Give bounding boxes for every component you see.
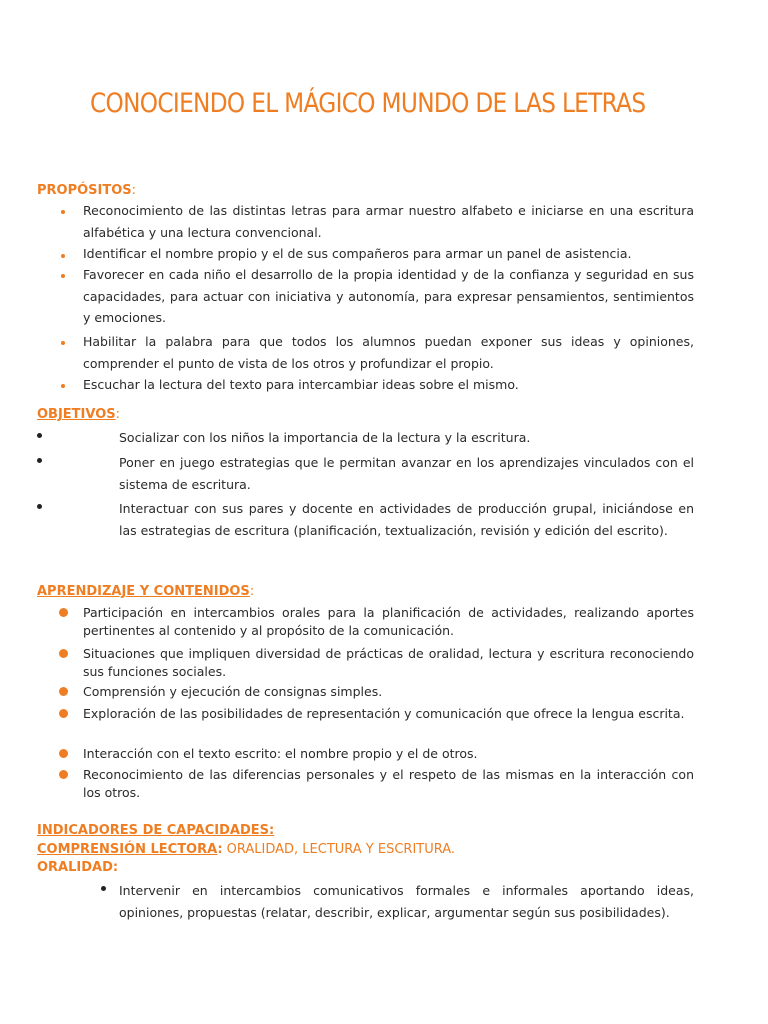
bullet-dot-icon (59, 687, 68, 696)
bullet-dot-icon (59, 649, 68, 658)
bullet-dot-icon (101, 886, 106, 891)
bullet-dot-icon (61, 254, 65, 258)
bullet-dot-icon (61, 274, 65, 278)
bullet-dot-icon (61, 210, 65, 214)
contenido-item: Reconocimiento de las diferencias personales y el respeto de las mismas en la interacción con los otros. (83, 767, 694, 800)
section-heading-objetivos (37, 407, 120, 422)
contenido-item: Comprensión y ejecución de consignas simples. (83, 684, 383, 699)
bullet-dot-icon (59, 749, 68, 758)
bullet-dot-icon (61, 341, 65, 345)
objetivo-item: Interactuar con sus pares y docente en actividades de producción grupal, iniciándose en las estrategias de escritura (planificación, textualización, revisión y edición del escrito). (119, 501, 694, 538)
bullet-dot-icon (37, 458, 42, 463)
proposito-item: Habilitar la palabra para que todos los alumnos puedan exponer sus ideas y opiniones, comprender el punto de vista de los otros y profundizar el propio. (83, 334, 694, 371)
indicadores-heading-label: INDICADORES DE CAPACIDADES: (37, 823, 275, 838)
section-heading-indicadores (37, 823, 274, 838)
propositos-heading-colon: : (131, 183, 137, 198)
comprension-lectora-colon: : (217, 842, 223, 857)
aprendizaje-heading-label: APRENDIZAJE Y CONTENIDOS (37, 584, 250, 599)
section-heading-aprendizaje (37, 584, 254, 599)
objetivos-heading-colon: : (115, 407, 121, 422)
contenido-item: Participación en intercambios orales para la planificación de actividades, realizando aportes pertinentes al contenido y al propósito de la comunicación. (83, 605, 694, 638)
page-title: CONOCIENDO EL MÁGICO MUNDO DE LAS LETRAS (90, 88, 646, 119)
bullet-dot-icon (59, 709, 68, 718)
bullet-dot-icon (37, 504, 42, 509)
contenido-item: Situaciones que impliquen diversidad de prácticas de oralidad, lectura y escritura reconociendo sus funciones sociales. (83, 646, 694, 679)
proposito-item: Reconocimiento de las distintas letras para armar nuestro alfabeto e iniciarse en una escritura alfabética y una lectura convencional. (83, 203, 694, 240)
bullet-dot-icon (37, 433, 42, 438)
comprension-lectora-label: COMPRENSIÓN LECTORA (37, 842, 218, 857)
proposito-item: Favorecer en cada niño el desarrollo de la propia identidad y de la confianza y seguridad en sus capacidades, para actuar con iniciativa y autonomía, para expresar pensamientos, sentimientos y emociones. (83, 267, 694, 325)
bullet-dot-icon (59, 608, 68, 617)
propositos-heading-label: PROPÓSITOS (37, 183, 132, 198)
section-heading-propositos (37, 183, 136, 198)
objetivos-heading-label: OBJETIVOS (37, 407, 116, 422)
contenido-item: Exploración de las posibilidades de representación y comunicación que ofrece la lengua escrita. (83, 706, 685, 721)
proposito-item: Identificar el nombre propio y el de sus compañeros para armar un panel de asistencia. (83, 246, 632, 261)
bullet-dot-icon (59, 770, 68, 779)
contenido-item: Interacción con el texto escrito: el nombre propio y el de otros. (83, 746, 478, 761)
aprendizaje-heading-colon: : (249, 584, 255, 599)
objetivo-item: Poner en juego estrategias que le permitan avanzar en los aprendizajes vinculados con el sistema de escritura. (119, 455, 694, 492)
bullet-dot-icon (61, 384, 65, 388)
indicador-item: Intervenir en intercambios comunicativos formales e informales aportando ideas, opiniones, propuestas (relatar, describir, explicar, argumentar según sus posibilidades). (119, 883, 694, 920)
oralidad-label: ORALIDAD: (37, 860, 119, 875)
proposito-item: Escuchar la lectura del texto para intercambiar ideas sobre el mismo. (83, 377, 519, 392)
objetivo-item: Socializar con los niños la importancia de la lectura y la escritura. (119, 430, 531, 445)
comprension-lectora-line (37, 842, 455, 857)
comprension-lectora-value: ORALIDAD, LECTURA Y ESCRITURA. (226, 842, 456, 857)
